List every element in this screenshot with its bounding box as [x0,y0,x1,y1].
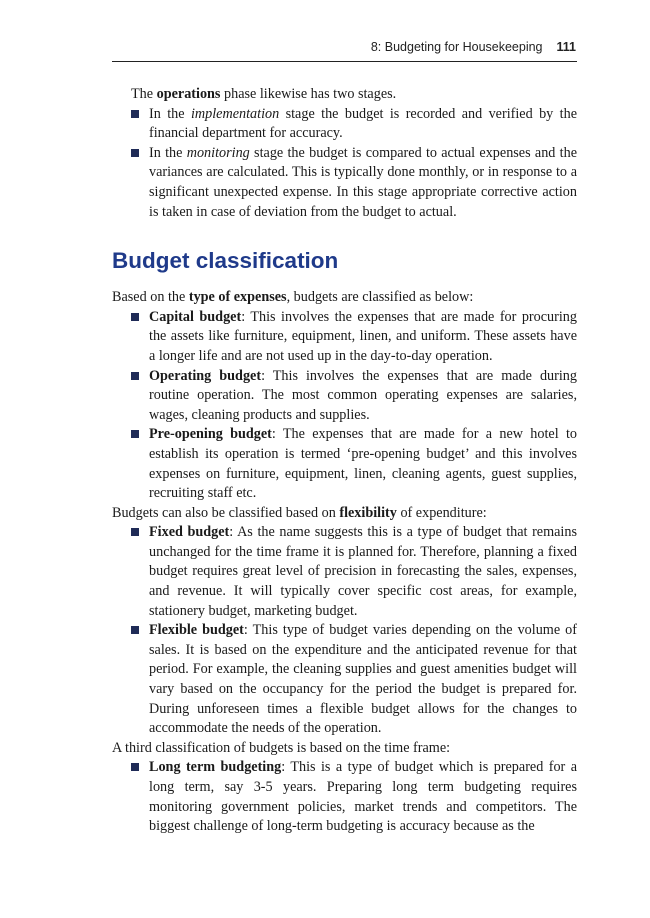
square-bullet-icon [131,430,139,438]
list-item [131,523,577,621]
intro-text-post: phase likewise has two stages. [220,86,397,102]
stage-italic-term: implementation [190,105,280,122]
list-term: Capital budget [149,308,242,325]
list-item [131,367,577,426]
list-text: : As the name suggests this is a type of budget that remains unchanged for the time frame it is planned for. Therefore, planning a fixed budget requires great level of precision in forecasting the sales, expenses, and revenue. It will typically cover specific cost areas, for example, stationery budget, marketing budget. [149,524,577,619]
list-item [131,105,577,144]
stages-list [112,105,577,223]
square-bullet-icon [131,763,139,771]
running-header [112,40,576,58]
list-item [131,425,577,503]
list-text: : This type of budget varies depending on the volume of sales. It is based on the expenditure and the anticipated revenue for that period. For example, the cleaning supplies and guest amenities budget will vary based on the occupancy for the period the budget is prepared for. During unforeseen times a flexible budget allows for the changes to accommodate the needs of the operation. [149,622,577,737]
square-bullet-icon [131,626,139,634]
flexibility-intro-paragraph [112,504,577,524]
flex-intro-post: of expenditure: [396,504,487,521]
list-text: : This involves the expenses that are made for procuring the assets like furniture, equipment, linen, and uniform. These assets have a longer life and are not used up in the day-to-day operation. [149,308,577,364]
stage-text-post: stage the budget is recorded and verified by the financial department for accuracy. [149,105,577,142]
square-bullet-icon [131,372,139,380]
expenses-intro-bold: type of expenses [188,289,287,306]
expenses-intro-post: , budgets are classified as below: [286,289,474,306]
list-item [131,144,577,222]
expense-types-list [112,308,577,504]
list-text: : The expenses that are made for a new hotel to establish its operation is termed ‘pre-opening budget’ and this involves expenses on furniture, equipment, linen, cleaning agents, guest supplies, recruiting staff etc. [149,426,577,502]
flex-intro-pre: Budgets can also be classified based on [112,504,340,521]
square-bullet-icon [131,110,139,118]
stage-italic-term: monitoring [186,144,250,161]
square-bullet-icon [131,149,139,157]
time-frame-intro-paragraph: A third classification of budgets is based on the time frame: [112,739,451,756]
chapter-title: 8: Budgeting for Housekeeping [370,40,543,54]
operations-intro-paragraph [112,85,577,105]
intro-text-pre: The [131,86,157,102]
square-bullet-icon [131,313,139,321]
section-heading: Budget classification [112,248,339,274]
flex-intro-bold: flexibility [339,504,397,521]
expenses-intro-pre: Based on the [112,289,189,306]
list-term: Flexible budget [149,622,244,639]
list-text: : This is a type of budget which is prepared for a long term, say 3-5 years. Preparing long term budgeting requires monitoring government policies, market trends and competitors. The biggest challenge of long-term budgeting is accuracy because as the [149,759,577,835]
list-text: : This involves the expenses that are made during routine operation. The most common operating expenses are salaries, wages, cleaning products and supplies. [149,367,577,423]
square-bullet-icon [131,528,139,536]
list-term: Operating budget [149,367,262,384]
list-item [131,758,577,836]
stage-text-pre: In the [149,144,187,161]
header-rule [112,61,577,62]
stage-text-post: stage the budget is compared to actual expenses and the variances are calculated. This is typically done monthly, or in response to a significant unexpected expense. In this stage appropriate corrective action is taken in case of deviation from the budget to actual. [149,144,577,220]
list-term: Long term budgeting [149,759,282,776]
flexibility-types-list [112,523,577,739]
list-item [131,621,577,739]
stage-text-pre: In the [149,105,191,122]
time-frame-types-list [112,758,577,836]
list-term: Fixed budget [149,524,230,541]
expenses-intro-paragraph [112,288,577,308]
intro-bold-term: operations [156,86,221,102]
body-text [112,85,577,837]
list-term: Pre-opening budget [149,426,272,443]
page-number: 111 [556,40,576,54]
list-item [131,308,577,367]
